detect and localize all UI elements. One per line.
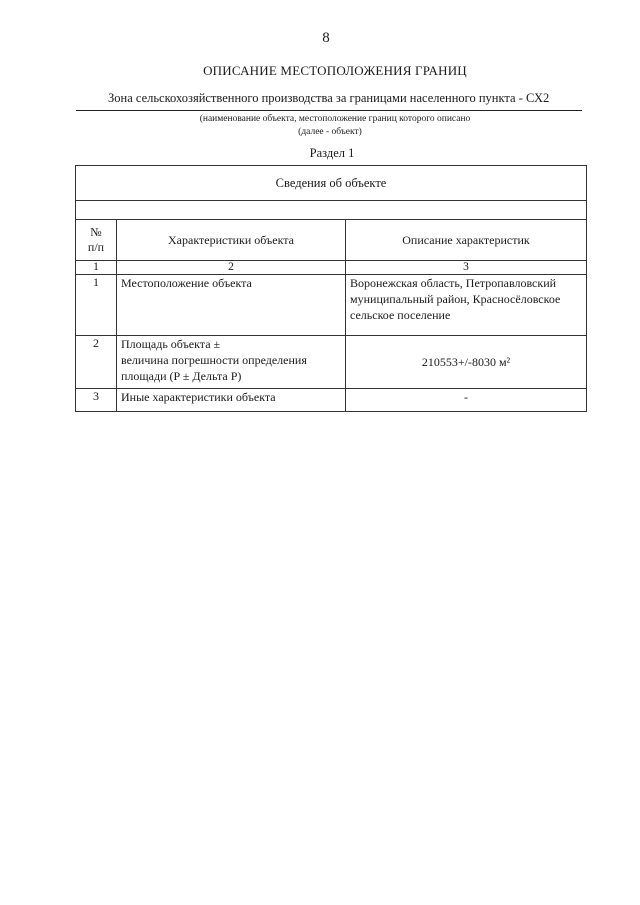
object-info-table [75, 165, 587, 412]
row-characteristic: Иные характеристики объекта [117, 389, 346, 412]
row-description-line3: сельское поселение [350, 308, 451, 322]
column-header-num-line1: № [90, 225, 102, 239]
table-column-number-row [76, 261, 587, 275]
column-number-1: 1 [76, 261, 117, 275]
object-name: Зона сельскохозяйственного производства за границами населенного пункта - СХ2 [108, 91, 550, 105]
object-name-underline [76, 110, 582, 111]
column-number-3: 3 [346, 261, 587, 275]
table-heading-row [76, 166, 587, 201]
row-description: - [346, 389, 587, 412]
table-spacer-row [76, 201, 587, 220]
row-description: 210553+/-8030 м² [346, 336, 587, 389]
section-label: Раздел 1 [309, 146, 355, 160]
row-characteristic-line3: площади (P ± Дельта P) [121, 369, 242, 383]
table-row [76, 275, 587, 336]
object-caption-line1: (наименование объекта, местоположение границ которого описано [199, 114, 471, 124]
table-spacer-cell [76, 201, 587, 220]
column-header-num [76, 220, 117, 261]
row-number: 3 [76, 389, 117, 412]
column-header-description: Описание характеристик [346, 220, 587, 261]
row-characteristic: Местоположение объекта [117, 275, 346, 336]
column-header-num-line2: п/п [87, 240, 105, 254]
row-description-line2: муниципальный район, Красносёловское [350, 292, 561, 306]
row-description-line1: Воронежская область, Петропавловский [350, 276, 557, 290]
object-caption-line2: (далее - объект) [298, 127, 362, 137]
row-number: 2 [76, 336, 117, 389]
row-number: 1 [76, 275, 117, 336]
column-header-characteristics: Характеристики объекта [117, 220, 346, 261]
document-title: ОПИСАНИЕ МЕСТОПОЛОЖЕНИЯ ГРАНИЦ [203, 63, 467, 78]
column-number-2: 2 [117, 261, 346, 275]
table-heading: Сведения об объекте [76, 166, 587, 201]
table-row [76, 389, 587, 412]
table-row [76, 336, 587, 389]
row-characteristic-line1: Площадь объекта ± [121, 337, 221, 351]
page-number: 8 [322, 30, 330, 46]
row-characteristic-line2: величина погрешности определения [121, 353, 307, 367]
table-column-header-row [76, 220, 587, 261]
row-description [346, 275, 587, 336]
row-characteristic [117, 336, 346, 389]
